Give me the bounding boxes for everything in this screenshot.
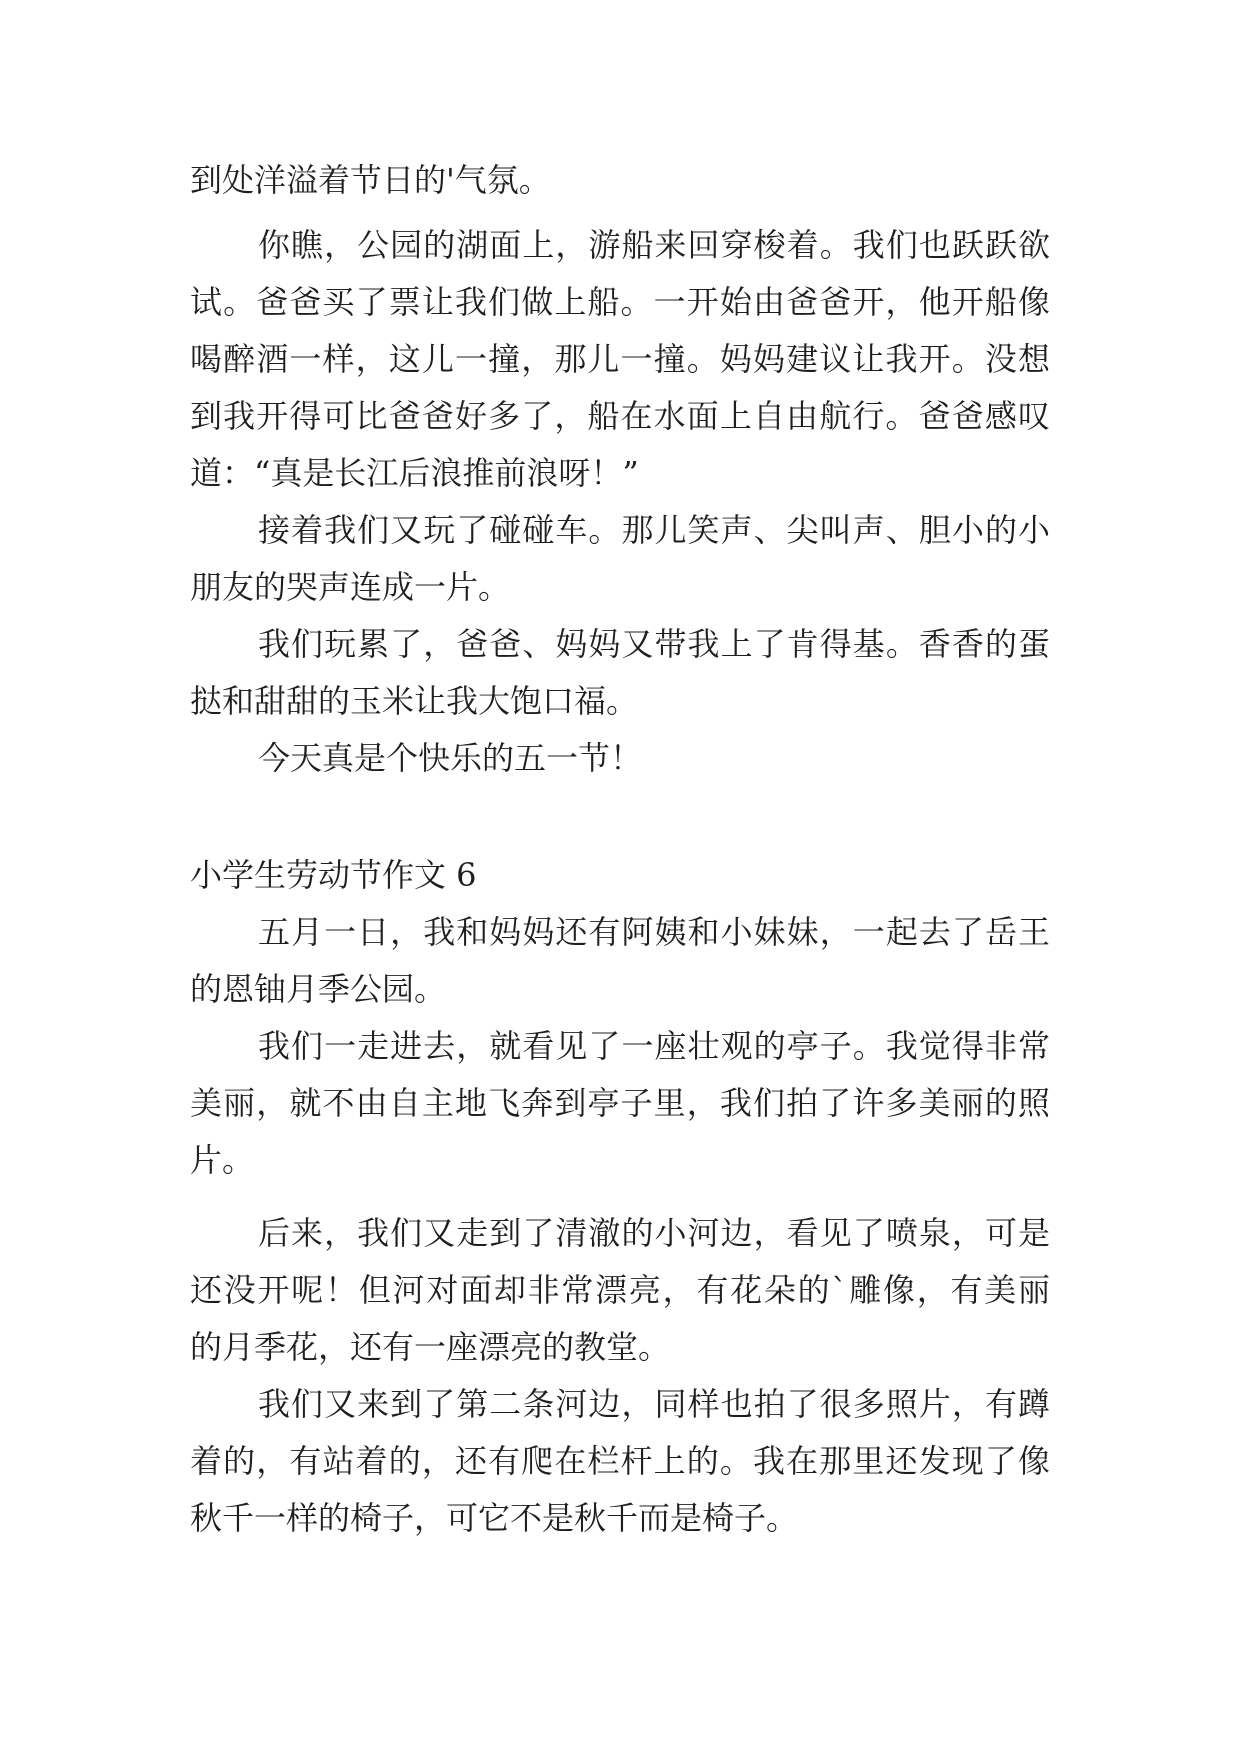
text-line: 着的，有站着的，还有爬在栏杆上的。我在那里还发现了像 [190,1442,1050,1480]
text-line: 的恩铀月季公园。 [190,970,447,1008]
section-title: 小学生劳动节作文 6 [190,856,477,894]
paragraph-first-line: 我们一走进去，就看见了一座壮观的亭子。我觉得非常 [258,1027,1050,1065]
text-line: 秋千一样的椅子，可它不是秋千而是椅子。 [190,1499,799,1537]
text-line: 美丽，就不由自主地飞奔到亭子里，我们拍了许多美丽的照 [190,1084,1050,1122]
paragraph-first-line: 我们玩累了，爸爸、妈妈又带我上了肯得基。香香的蛋 [258,625,1050,663]
text-line: 到处洋溢着节日的'气氛。 [190,161,551,199]
paragraph-first-line: 五月一日，我和妈妈还有阿姨和小妹妹，一起去了岳王 [258,913,1050,951]
paragraph-first-line: 后来，我们又走到了清澈的小河边，看见了喷泉，可是 [258,1214,1050,1252]
text-line: 到我开得可比爸爸好多了，船在水面上自由航行。爸爸感叹 [190,397,1050,435]
text-line: 试。爸爸买了票让我们做上船。一开始由爸爸开，他开船像 [190,283,1050,321]
text-line: 还没开呢！但河对面却非常漂亮，有花朵的`雕像，有美丽 [190,1271,1050,1309]
paragraph-first-line: 今天真是个快乐的五一节！ [258,739,643,777]
text-line: 朋友的哭声连成一片。 [190,568,511,606]
paragraph-first-line: 我们又来到了第二条河边，同样也拍了很多照片，有蹲 [258,1385,1050,1423]
text-line: 挞和甜甜的玉米让我大饱口福。 [190,682,639,720]
paragraph-first-line: 接着我们又玩了碰碰车。那儿笑声、尖叫声、胆小的小 [258,511,1050,549]
text-line: 道：“真是长江后浪推前浪呀！” [190,454,639,492]
paragraph-first-line: 你瞧，公园的湖面上，游船来回穿梭着。我们也跃跃欲 [258,226,1050,264]
text-line: 喝醉酒一样，这儿一撞，那儿一撞。妈妈建议让我开。没想 [190,340,1050,378]
text-line: 的月季花，还有一座漂亮的教堂。 [190,1328,671,1366]
text-line: 片。 [190,1141,255,1179]
